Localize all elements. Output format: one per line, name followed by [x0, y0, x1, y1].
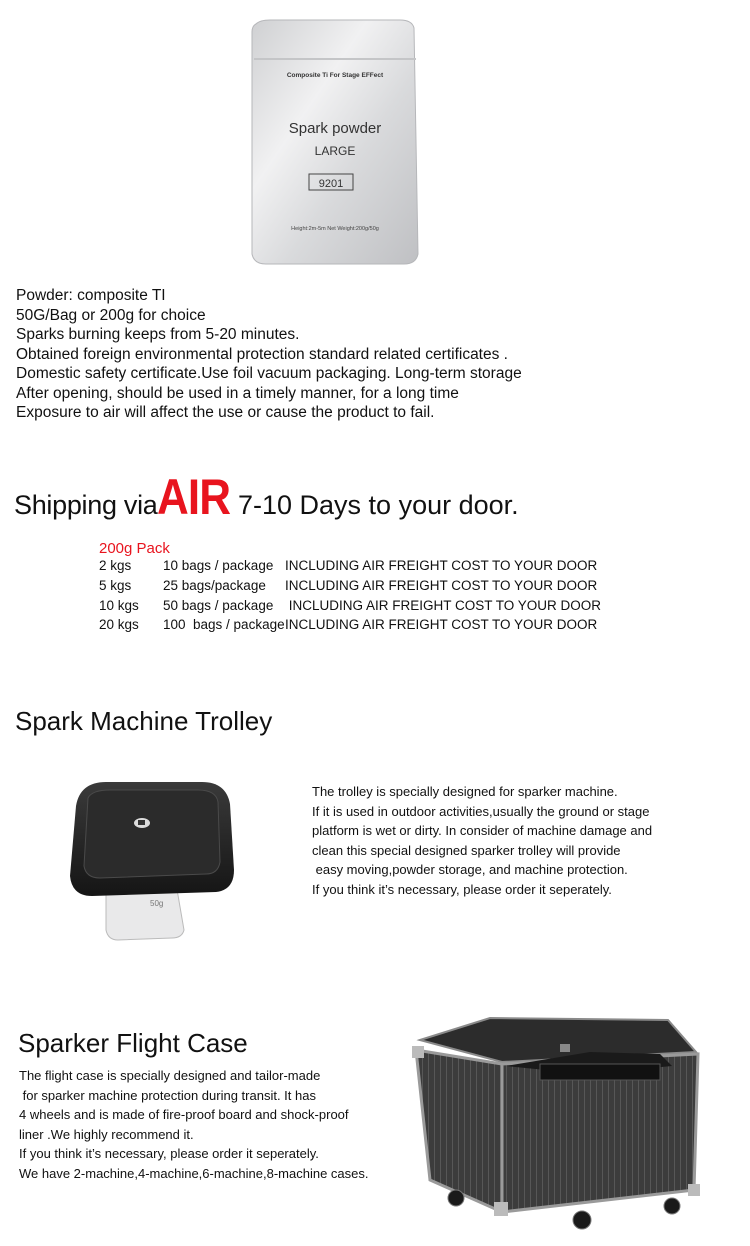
- pack-weight: 20 kgs: [99, 617, 139, 633]
- flight-case-line: for sparker machine protection during transit. It has: [19, 1087, 316, 1103]
- flight-case-image: [410, 1014, 706, 1232]
- shipping-headline: [14, 468, 734, 528]
- trolley-line: clean this special designed sparker trolley will provide: [312, 842, 621, 858]
- bag-footer: Height:2m-5m Net Weight:200g/50g: [291, 226, 379, 232]
- table-row: [99, 578, 619, 598]
- description-line: After opening, should be used in a timely manner, for a long time: [16, 384, 459, 402]
- product-description: [16, 286, 616, 423]
- shipping-suffix: 7-10 Days to your door.: [238, 490, 519, 520]
- flight-case-line: The flight case is specially designed and tailor-made: [19, 1068, 321, 1083]
- pack-bags: 50 bags / package: [163, 597, 274, 613]
- bag-tagline: Composite Ti For Stage EFFect: [286, 72, 384, 79]
- description-line: Sparks burning keeps from 5-20 minutes.: [16, 326, 300, 343]
- pack-weight: 2 kgs: [99, 558, 132, 573]
- flight-case-heading: Sparker Flight Case: [18, 1028, 248, 1058]
- bag-code: 9201: [318, 178, 344, 190]
- pack-note: INCLUDING AIR FREIGHT COST TO YOUR DOOR: [285, 617, 598, 633]
- pack-bags: 100 bags / package: [163, 617, 285, 633]
- description-line: Exposure to air will affect the use or cause the product to fail.: [16, 404, 435, 421]
- pack-bags: 10 bags / package: [163, 558, 274, 573]
- trolley-description: [312, 782, 732, 899]
- trolley-image: [66, 774, 236, 944]
- trolley-heading: Spark Machine Trolley: [15, 706, 273, 736]
- trolley-line: platform is wet or dirty. In consider of machine damage and: [312, 823, 653, 838]
- pack-weight: 5 kgs: [99, 577, 132, 593]
- pack-note: INCLUDING AIR FREIGHT COST TO YOUR DOOR: [285, 558, 598, 573]
- description-line: Domestic safety certificate.Use foil vacuum packaging. Long-term storage: [16, 365, 522, 382]
- trolley-line: If you think it’s necessary, please order it seperately.: [312, 881, 612, 897]
- bag-size: LARGE: [314, 144, 356, 158]
- description-line: Powder: composite TI: [16, 287, 166, 304]
- pack-note: INCLUDING AIR FREIGHT COST TO YOUR DOOR: [285, 577, 598, 593]
- table-row: [99, 617, 619, 637]
- spark-powder-bag-image: [250, 18, 420, 266]
- pack-weight: 10 kgs: [99, 597, 139, 613]
- shipping-prefix: Shipping via: [14, 490, 158, 520]
- pack-note: INCLUDING AIR FREIGHT COST TO YOUR DOOR: [285, 597, 602, 613]
- trolley-bag-label: 50g: [150, 899, 164, 908]
- bag-title: Spark powder: [288, 120, 382, 137]
- trolley-line: easy moving,powder storage, and machine protection.: [312, 862, 628, 877]
- table-row: [99, 598, 619, 618]
- trolley-line: The trolley is specially designed for sparker machine.: [312, 784, 618, 799]
- pack-title: 200g Pack: [99, 540, 170, 557]
- flight-case-line: We have 2-machine,4-machine,6-machine,8-machine cases.: [19, 1165, 369, 1181]
- table-row: [99, 558, 619, 578]
- pack-bags: 25 bags/package: [163, 577, 266, 593]
- flight-case-description: [19, 1066, 399, 1183]
- description-line: 50G/Bag or 200g for choice: [16, 306, 206, 324]
- flight-case-line: If you think it’s necessary, please order it seperately.: [19, 1146, 319, 1161]
- flight-case-line: 4 wheels and is made of fire-proof board and shock-proof: [19, 1107, 349, 1122]
- trolley-line: If it is used in outdoor activities,usually the ground or stage: [312, 803, 650, 819]
- flight-case-line: liner .We highly recommend it.: [19, 1126, 194, 1142]
- shipping-method: AIR: [157, 469, 231, 525]
- description-line: Obtained foreign environmental protection standard related certificates .: [16, 345, 508, 363]
- pack-table: [99, 540, 619, 637]
